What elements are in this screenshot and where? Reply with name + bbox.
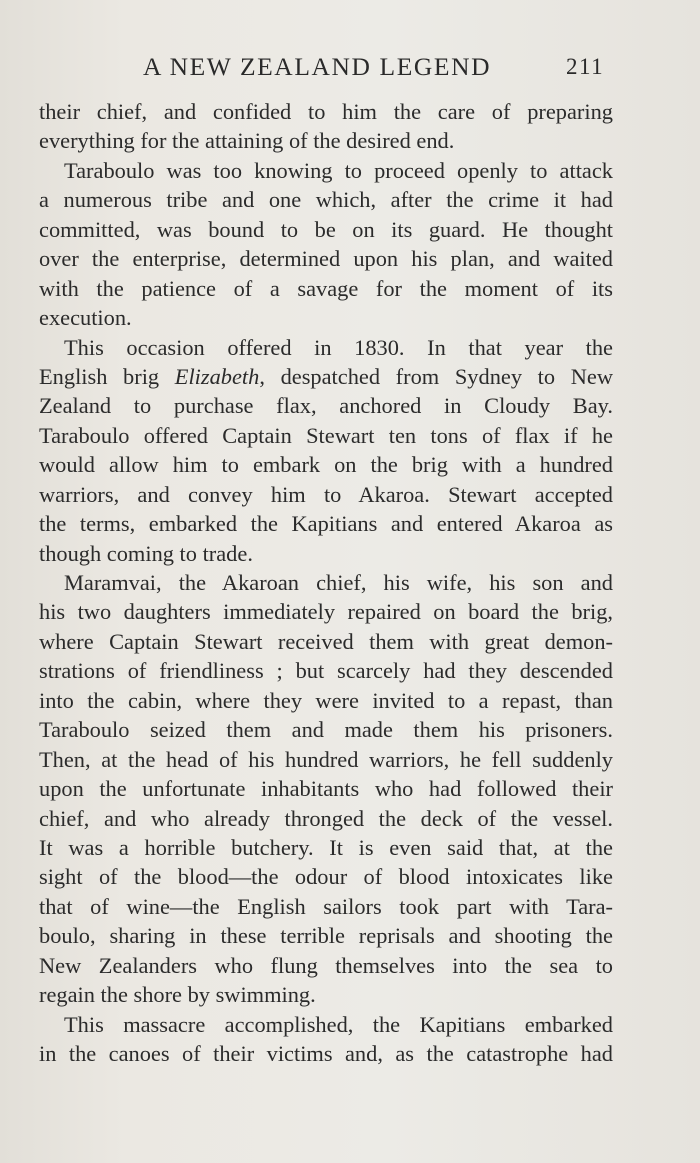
text-line: where Captain Stewart received them with great demon- <box>39 628 613 654</box>
body-text <box>39 97 613 1068</box>
paragraph <box>39 97 613 156</box>
paragraph <box>39 1010 613 1069</box>
text-line: committed, was bound to be on its guard. He thought <box>39 216 613 242</box>
text-line: New Zealanders who flung themselves into the sea to <box>39 952 613 978</box>
paragraph <box>39 568 613 1010</box>
text-line: warriors, and convey him to Akaroa. Stewart accepted <box>39 481 613 507</box>
text-line: that of wine—the English sailors took part with Tara- <box>39 893 613 919</box>
text-line: English brig Elizabeth, despatched from Sydney to New <box>39 363 613 389</box>
paragraph <box>39 333 613 569</box>
text-line: strations of friendliness ; but scarcely had they descended <box>39 658 613 684</box>
text-line: in the canoes of their victims and, as the catastrophe had <box>39 1041 613 1066</box>
paragraph <box>39 156 613 333</box>
text-line: sight of the blood—the odour of blood intoxicates like <box>39 864 613 890</box>
text-line: Taraboulo seized them and made them his prisoners. <box>39 717 613 743</box>
text-line: chief, and who already thronged the deck of the vessel. <box>39 805 613 831</box>
text-line: It was a horrible butchery. It is even said that, at the <box>39 834 613 860</box>
text-line: the terms, embarked the Kapitians and entered Akaroa as <box>39 511 613 537</box>
text-line: execution. <box>39 305 132 331</box>
text-line: Taraboulo was too knowing to proceed openly to attack <box>64 157 613 183</box>
text-line: his two daughters immediately repaired on board the brig, <box>39 599 613 625</box>
text-line: over the enterprise, determined upon his plan, and waited <box>39 246 613 272</box>
text-line: Taraboulo offered Captain Stewart ten tons of flax if he <box>39 422 613 448</box>
running-title: A NEW ZEALAND LEGEND <box>143 52 492 81</box>
text-line: Then, at the head of his hundred warriors, he fell suddenly <box>39 746 613 772</box>
running-header <box>0 52 700 86</box>
text-line: upon the unfortunate inhabitants who had followed their <box>39 776 613 802</box>
text-line: would allow him to embark on the brig with a hundred <box>39 452 613 478</box>
text-line: with the patience of a savage for the moment of its <box>39 275 613 301</box>
text-line: This massacre accomplished, the Kapitians embarked <box>64 1011 613 1037</box>
text-line: though coming to trade. <box>39 540 253 566</box>
text-line: everything for the attaining of the desired end. <box>39 128 455 154</box>
italic-ship-name: Elizabeth <box>174 363 260 389</box>
text-line: a numerous tribe and one which, after the crime it had <box>39 187 613 213</box>
text-line: into the cabin, where they were invited to a repast, than <box>39 687 613 713</box>
text-line: Maramvai, the Akaroan chief, his wife, his son and <box>64 570 613 595</box>
page-number: 211 <box>566 54 605 79</box>
text-line: their chief, and confided to him the care of preparing <box>39 99 613 124</box>
text-line: Zealand to purchase flax, anchored in Cloudy Bay. <box>39 393 613 419</box>
text-line: regain the shore by swimming. <box>39 982 316 1008</box>
text-line: boulo, sharing in these terrible reprisals and shooting the <box>39 923 613 949</box>
text-line: This occasion offered in 1830. In that year the <box>64 334 613 360</box>
